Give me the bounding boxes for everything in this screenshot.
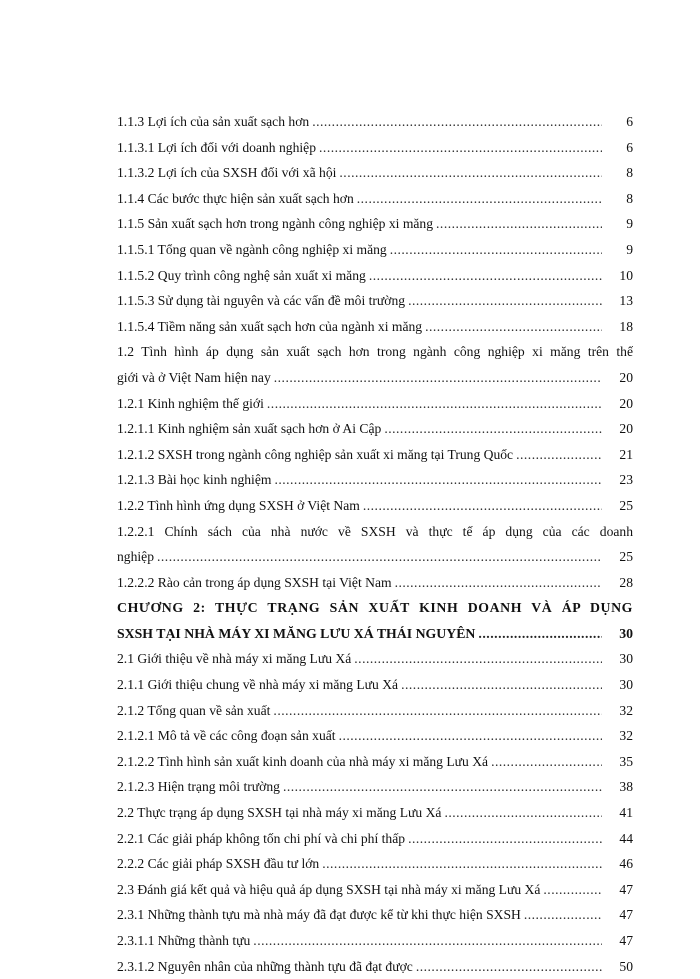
toc-entry[interactable] xyxy=(117,672,633,698)
toc-dot-leader xyxy=(357,186,602,212)
toc-page-number: 44 xyxy=(619,830,633,846)
toc-entry-title: 1.1.3.2 Lợi ích của SXSH đối với xã hội xyxy=(117,165,337,181)
toc-entry-title: 1.1.5.2 Quy trình công nghệ sản xuất xi măng xyxy=(117,267,366,283)
toc-entry[interactable] xyxy=(117,877,633,903)
toc-page-number: 13 xyxy=(619,293,633,309)
toc-page-number: 46 xyxy=(619,856,633,872)
toc-page-number: 47 xyxy=(619,907,633,923)
toc-entry[interactable] xyxy=(117,109,633,135)
toc-entry-title: 2.3.1 Những thành tựu mà nhà máy đã đạt được kể từ khi thực hiện SXSH xyxy=(117,907,521,923)
toc-dot-leader xyxy=(408,826,602,852)
toc-entry[interactable] xyxy=(117,237,633,263)
toc-page-number: 25 xyxy=(619,497,633,513)
toc-dot-leader xyxy=(267,391,602,417)
toc-page-number: 35 xyxy=(619,753,633,769)
toc-page-number: 21 xyxy=(619,446,633,462)
toc-entry-title: giới và ở Việt Nam hiện nay xyxy=(117,369,271,385)
toc-entry-title: 1.2.2 Tình hình ứng dụng SXSH ở Việt Nam xyxy=(117,497,360,513)
toc-dot-leader xyxy=(408,288,602,314)
toc-dot-leader xyxy=(157,544,602,570)
toc-entry[interactable] xyxy=(117,723,633,749)
toc-entry-title: 1.2.2.1 Chính sách của nhà nước về SXSH và thực tế áp dụng của các doanh xyxy=(117,523,633,539)
toc-entry[interactable] xyxy=(117,442,633,468)
toc-entry[interactable] xyxy=(117,749,633,775)
toc-entry[interactable] xyxy=(117,263,633,289)
toc-chapter-heading[interactable] xyxy=(117,621,633,647)
toc-dot-leader xyxy=(425,314,602,340)
toc-dot-leader xyxy=(436,211,602,237)
toc-entry[interactable] xyxy=(117,365,633,391)
toc-dot-leader xyxy=(444,800,602,826)
toc-entry-line xyxy=(117,339,633,365)
toc-entry[interactable] xyxy=(117,211,633,237)
toc-dot-leader xyxy=(339,160,602,186)
toc-dot-leader xyxy=(516,442,602,468)
toc-dot-leader xyxy=(478,621,602,647)
toc-dot-leader xyxy=(274,467,602,493)
toc-entry-line xyxy=(117,519,633,545)
toc-dot-leader xyxy=(416,954,602,979)
toc-entry[interactable] xyxy=(117,954,633,979)
toc-entry-title: 1.2.1.1 Kinh nghiệm sản xuất sạch hơn ở Ai Cập xyxy=(117,421,382,437)
toc-dot-leader xyxy=(253,928,602,954)
toc-entry[interactable] xyxy=(117,544,633,570)
toc-page-number: 6 xyxy=(626,114,633,129)
toc-dot-leader xyxy=(384,416,602,442)
toc-entry-title: 1.1.5.1 Tổng quan về ngành công nghiệp xi măng xyxy=(117,241,387,257)
toc-page-number: 47 xyxy=(619,933,633,948)
toc-entry[interactable] xyxy=(117,570,633,596)
toc-entry-title: 1.1.5.3 Sử dụng tài nguyên và các vấn đề môi trường xyxy=(117,293,406,309)
toc-dot-leader xyxy=(274,365,602,391)
toc-dot-leader xyxy=(354,646,602,672)
toc-entry-title: nghiệp xyxy=(117,549,154,565)
toc-entry[interactable] xyxy=(117,698,633,724)
toc-entry-title: SXSH TẠI NHÀ MÁY XI MĂNG LƯU XÁ THÁI NGUYÊN xyxy=(117,625,476,641)
toc-dot-leader xyxy=(390,237,602,263)
toc-page-number: 6 xyxy=(626,139,633,155)
toc-entry[interactable] xyxy=(117,391,633,417)
toc-page-number: 25 xyxy=(619,549,633,565)
toc-entry[interactable] xyxy=(117,826,633,852)
toc-dot-leader xyxy=(319,135,602,161)
toc-dot-leader xyxy=(322,851,602,877)
toc-entry[interactable] xyxy=(117,646,633,672)
toc-entry[interactable] xyxy=(117,416,633,442)
toc-entry[interactable] xyxy=(117,288,633,314)
toc-entry-title: 2.2.2 Các giải pháp SXSH đầu tư lớn xyxy=(117,856,320,872)
toc-page-number: 38 xyxy=(619,779,633,795)
toc-entry[interactable] xyxy=(117,314,633,340)
toc-dot-leader xyxy=(273,698,602,724)
toc-entry[interactable] xyxy=(117,774,633,800)
toc-entry-title: CHƯƠNG 2: THỰC TRẠNG SẢN XUẤT KINH DOANH VÀ ÁP DỤNG xyxy=(117,600,633,616)
toc-page-number: 18 xyxy=(619,318,633,334)
toc-entry[interactable] xyxy=(117,135,633,161)
toc-entry-title: 1.2.1 Kinh nghiệm thế giới xyxy=(117,395,264,411)
toc-dot-leader xyxy=(283,774,602,800)
toc-entry-title: 1.1.5 Sản xuất sạch hơn trong ngành công nghiệp xi măng xyxy=(117,216,434,232)
toc-page-number: 32 xyxy=(619,728,633,744)
toc-entry-title: 1.1.5.4 Tiềm năng sản xuất sạch hơn của ngành xi măng xyxy=(117,318,423,334)
toc-entry[interactable] xyxy=(117,928,633,954)
toc-page-number: 8 xyxy=(626,165,633,181)
toc-page-number: 28 xyxy=(619,574,633,590)
toc-entry-title: 1.2.1.3 Bài học kinh nghiệm xyxy=(117,472,272,488)
toc-entry-title: 2.1.2.1 Mô tả về các công đoạn sản xuất xyxy=(117,728,336,744)
toc-entry-title: 2.1.2 Tổng quan về sản xuất xyxy=(117,702,271,718)
toc-entry-title: 1.1.3 Lợi ích của sản xuất sạch hơn xyxy=(117,114,310,129)
toc-page-number: 20 xyxy=(619,421,633,437)
toc-entry[interactable] xyxy=(117,902,633,928)
toc-chapter-heading-line xyxy=(117,595,633,621)
toc-entry-title: 2.3.1.2 Nguyên nhân của những thành tựu đã đạt được xyxy=(117,958,413,974)
toc-entry-title: 1.2.2.2 Rào cản trong áp dụng SXSH tại Việt Nam xyxy=(117,574,392,590)
toc-page-number: 20 xyxy=(619,369,633,385)
toc-page-number: 20 xyxy=(619,395,633,411)
toc-page-number: 30 xyxy=(619,651,633,667)
toc-page-number: 9 xyxy=(626,241,633,257)
toc-dot-leader xyxy=(363,493,602,519)
table-of-contents xyxy=(117,109,633,979)
toc-entry-title: 1.2.1.2 SXSH trong ngành công nghiệp sản xuất xi măng tại Trung Quốc xyxy=(117,446,514,462)
toc-dot-leader xyxy=(395,570,602,596)
toc-dot-leader xyxy=(401,672,602,698)
toc-page-number: 32 xyxy=(619,702,633,718)
toc-entry-title: 2.2.1 Các giải pháp không tốn chi phí và chi phí thấp xyxy=(117,830,406,846)
toc-page-number: 30 xyxy=(619,625,633,641)
toc-dot-leader xyxy=(369,263,602,289)
toc-page-number: 23 xyxy=(619,472,633,488)
toc-dot-leader xyxy=(491,749,602,775)
toc-page-number: 10 xyxy=(619,267,633,283)
toc-dot-leader xyxy=(339,723,602,749)
toc-dot-leader xyxy=(524,902,602,928)
toc-entry[interactable] xyxy=(117,851,633,877)
toc-entry-title: 1.2 Tình hình áp dụng sản xuất sạch hơn trong ngành công nghiệp xi măng trên thế xyxy=(117,344,633,360)
toc-entry[interactable] xyxy=(117,467,633,493)
toc-entry-title: 2.3.1.1 Những thành tựu xyxy=(117,933,251,948)
toc-entry[interactable] xyxy=(117,800,633,826)
toc-entry-title: 2.1 Giới thiệu về nhà máy xi măng Lưu Xá xyxy=(117,651,352,667)
toc-entry-title: 2.2 Thực trạng áp dụng SXSH tại nhà máy xi măng Lưu Xá xyxy=(117,805,442,821)
toc-dot-leader xyxy=(312,109,602,135)
toc-entry-title: 2.1.2.3 Hiện trạng môi trường xyxy=(117,779,280,795)
toc-page-number: 50 xyxy=(619,958,633,974)
toc-dot-leader xyxy=(543,877,602,903)
toc-entry-title: 1.1.3.1 Lợi ích đối với doanh nghiệp xyxy=(117,139,317,155)
toc-entry-title: 1.1.4 Các bước thực hiện sản xuất sạch hơn xyxy=(117,190,354,206)
toc-page-number: 9 xyxy=(626,216,633,232)
toc-entry[interactable] xyxy=(117,186,633,212)
toc-entry[interactable] xyxy=(117,493,633,519)
toc-entry-title: 2.1.1 Giới thiệu chung về nhà máy xi măng Lưu Xá xyxy=(117,677,399,693)
toc-page-number: 41 xyxy=(619,805,633,821)
toc-entry-title: 2.1.2.2 Tình hình sản xuất kinh doanh của nhà máy xi măng Lưu Xá xyxy=(117,753,489,769)
toc-entry[interactable] xyxy=(117,160,633,186)
toc-page-number: 47 xyxy=(619,881,633,897)
toc-page-number: 30 xyxy=(619,677,633,693)
toc-page-number: 8 xyxy=(626,190,633,206)
toc-entry-title: 2.3 Đánh giá kết quả và hiệu quả áp dụng SXSH tại nhà máy xi măng Lưu Xá xyxy=(117,881,541,897)
